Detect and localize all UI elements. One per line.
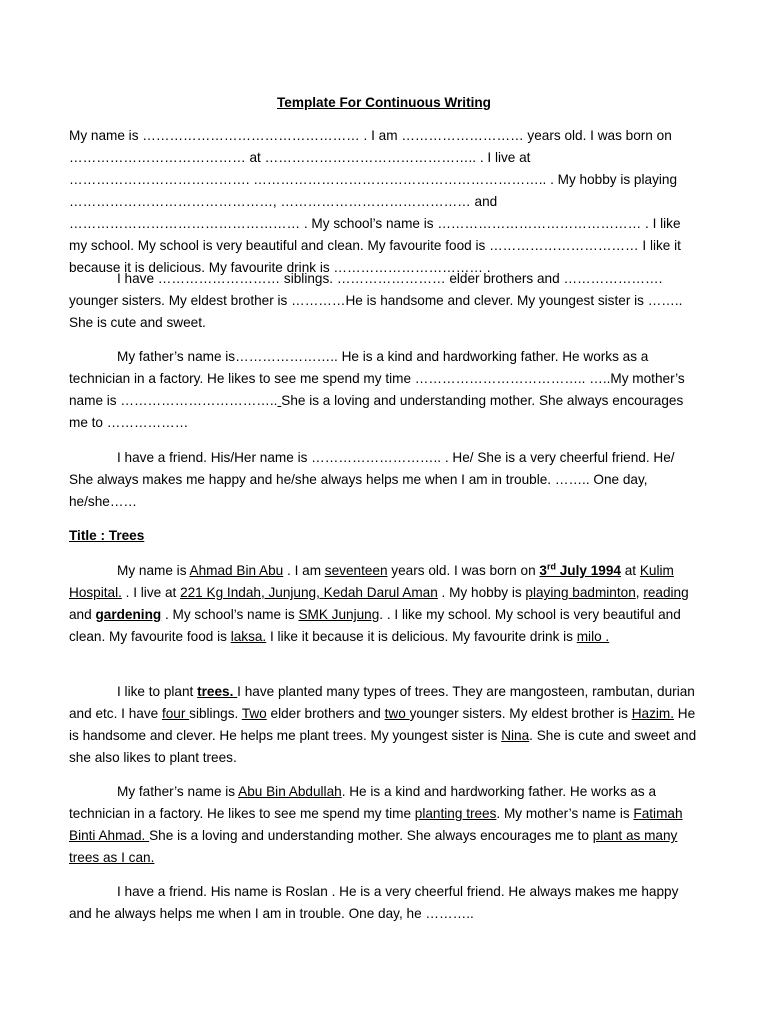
ex1-t7: . My hobby is [437, 585, 526, 600]
document-title: Template For Continuous Writing [277, 95, 491, 110]
ex1-t12: I like it because it is delicious. My favourite drink is [266, 629, 577, 644]
ex1-age: seventeen [324, 563, 388, 578]
ex2-youngest-sister: Nina [501, 728, 530, 743]
ex1-t6: . I live at [121, 585, 181, 600]
ex1-drink: milo . [576, 629, 610, 644]
section-title: Title : Trees [69, 528, 145, 543]
ex1-t1: My name is [117, 563, 190, 578]
ex1-t2: . I am [283, 563, 325, 578]
ex2-younger: two [384, 706, 410, 721]
ex1-birth-day-suffix: rd [546, 561, 556, 572]
ex1-t3: years old. I was born on [387, 563, 540, 578]
example-paragraph-1 [69, 560, 699, 648]
example-paragraph-4 [69, 881, 699, 925]
ex1-hobby-1: playing badminton [525, 585, 636, 600]
ex2-t5: younger sisters. My eldest brother is [409, 706, 632, 721]
ex2-t6: He is handsome and clever. He helps me plant trees. My youngest sister is [69, 706, 696, 743]
example-paragraph-3 [69, 781, 699, 869]
ex3-encourage: plant as many trees as I can. [69, 828, 678, 865]
ex3-t2: . He is a kind and hardworking father. He works as a technician in a factory. He likes to see me spend my time [69, 784, 657, 821]
template-p1-text: My name is ………………………………………… . I am ……………………… years old. I was born on ………………………………… at ……………………………………….. . I live at …………………………………. ……………………………………………………….. . My hobby is playing ………………………………………, …………………………………… and …………………………………………… . My school’s name is ……………………………………… . I like my school. My school is very beautiful and clean. My favourite food is …………………………… I like it because it is delicious. My favourite drink is …………………………… . [69, 128, 681, 275]
ex3-t4: She is a loving and understanding mother. She always encourages me to [149, 828, 593, 843]
ex1-t8: , [635, 585, 644, 600]
ex2-siblings: four [161, 706, 190, 721]
template-paragraph-1 [69, 125, 699, 279]
ex3-pastime: planting trees [414, 806, 497, 821]
template-paragraph-3 [69, 346, 699, 434]
ex2-t2: I have planted many types of trees. They are mangosteen, rambutan, durian and etc. I have [69, 684, 695, 721]
ex1-school: SMK Junjung [298, 607, 380, 622]
ex1-t4: at [620, 563, 640, 578]
ex2-t7: . She is cute and sweet and she also likes to plant trees. [69, 728, 697, 765]
template-paragraph-2 [69, 268, 699, 334]
ex1-birthplace-1: Kulim [639, 563, 674, 578]
ex1-birthplace-2: Hospital. [69, 585, 122, 600]
ex1-birth-day [539, 563, 621, 578]
ex4-text: I have a friend. His name is Roslan . He is a very cheerful friend. He always makes me happy and he always helps me when I am in trouble. One day, he ……….. [69, 884, 679, 921]
ex2-eldest-brother: Hazim. [631, 706, 674, 721]
ex1-t9: and [69, 607, 96, 622]
ex1-name: Ahmad Bin Abu [189, 563, 284, 578]
ex2-elder: Two [241, 706, 267, 721]
ex1-t10: . My school’s name is [161, 607, 299, 622]
ex1-hobby-3: gardening [95, 607, 162, 622]
ex1-hobby-2: reading [643, 585, 689, 600]
example-paragraph-2 [69, 681, 699, 769]
ex3-t1: My father’s name is [117, 784, 239, 799]
ex1-address: 221 Kg Indah, Junjung, Kedah Darul Aman [180, 585, 438, 600]
ex2-plant: trees. [197, 684, 238, 699]
ex2-t3: siblings. [189, 706, 242, 721]
template-paragraph-4 [69, 447, 699, 513]
template-p4-text: I have a friend. His/Her name is ……………………….. . He/ She is a very cheerful friend. He/ She always makes me happy and he/she always helps me when I am in trouble. …….. One day, he/she…… [69, 450, 675, 509]
template-p3-text-2: She is a loving and understanding mother. She always encourages me to ……………… [69, 393, 684, 430]
ex2-t4: elder brothers and [266, 706, 385, 721]
ex1-t11: . . I like my school. My school is very beautiful and clean. My favourite food is [69, 607, 681, 644]
ex1-birth-day-num: 3 [539, 563, 547, 578]
template-p3-text-1: My father’s name is………………….. He is a kind and hardworking father. He works as a technician in a factory. He likes to see me spend my time ……………………………….. …..My mother’s name is …………………………….. [69, 349, 685, 408]
ex2-t1: I like to plant [117, 684, 198, 699]
ex3-t3: . My mother’s name is [496, 806, 634, 821]
ex3-mother: Fatimah Binti Ahmad. [69, 806, 683, 843]
template-p2-text: I have ……………………… siblings. …………………… elder brothers and …………………. younger sisters. My eldest brother is …………He is handsome and clever. My youngest sister is …….. She is cute and sweet. [69, 271, 683, 330]
ex1-food: laksa. [230, 629, 267, 644]
ex3-father: Abu Bin Abdullah [238, 784, 342, 799]
ex1-birth-month-year: July 1994 [555, 563, 621, 578]
